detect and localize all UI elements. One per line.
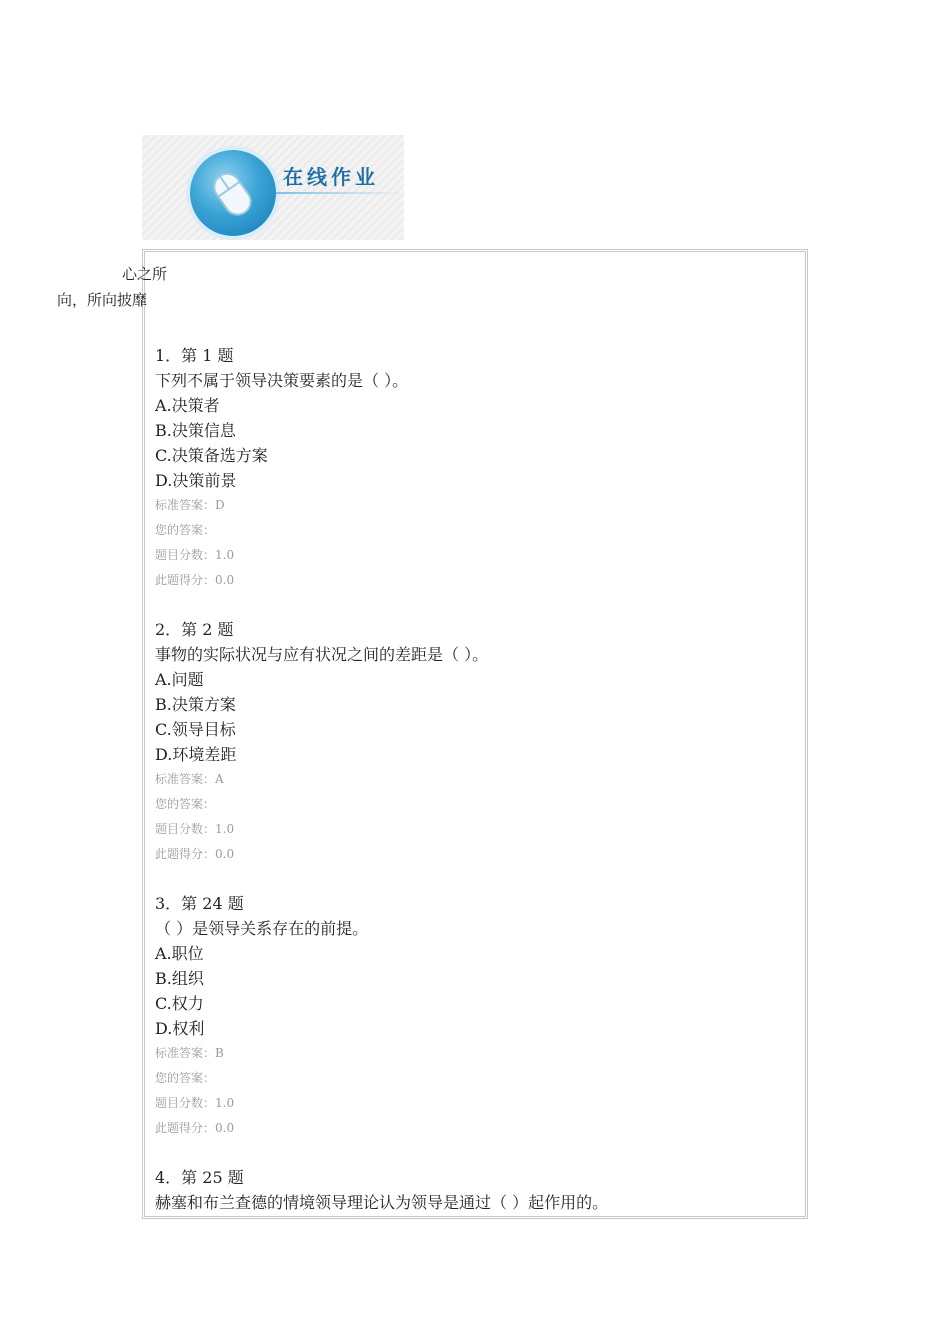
- question-score: 题目分数：1.0: [155, 1096, 235, 1110]
- motto-line-1: 心之所: [122, 265, 168, 283]
- your-answer: 您的答案：: [155, 797, 216, 811]
- question-stem: （ ）是领导关系存在的前提。: [155, 919, 369, 938]
- question-1: [155, 343, 795, 593]
- option-a: A.职位: [155, 944, 204, 963]
- question-stem: 下列不属于领导决策要素的是（ ）。: [155, 371, 409, 390]
- question-3: [155, 891, 795, 1141]
- standard-answer: 标准答案：A: [155, 772, 224, 786]
- online-homework-banner: [142, 135, 404, 240]
- earned-score: 此题得分：0.0: [155, 847, 235, 861]
- option-b: B.决策信息: [155, 421, 236, 440]
- banner-title: 在线作业: [283, 165, 379, 189]
- your-answer: 您的答案：: [155, 523, 216, 537]
- banner-underline: [276, 192, 404, 194]
- option-c: C.领导目标: [155, 720, 236, 739]
- question-header: 4．第 25 题: [155, 1168, 244, 1187]
- option-d: D.环境差距: [155, 745, 237, 764]
- standard-answer: 标准答案：B: [155, 1046, 224, 1060]
- question-2: [155, 617, 795, 867]
- your-answer: 您的答案：: [155, 1071, 216, 1085]
- standard-answer: 标准答案：D: [155, 498, 225, 512]
- earned-score: 此题得分：0.0: [155, 573, 235, 587]
- option-a: A.决策者: [155, 396, 220, 415]
- question-stem: 赫塞和布兰查德的情境领导理论认为领导是通过（ ）起作用的。: [155, 1193, 609, 1212]
- question-4: [155, 1165, 795, 1215]
- question-header: 3．第 24 题: [155, 894, 244, 913]
- option-d: D.决策前景: [155, 471, 237, 490]
- option-d: D.权利: [155, 1019, 205, 1038]
- question-header: 2．第 2 题: [155, 620, 234, 639]
- option-b: B.决策方案: [155, 695, 236, 714]
- question-list: [155, 343, 795, 1239]
- question-stem: 事物的实际状况与应有状况之间的差距是（ ）。: [155, 645, 489, 664]
- question-header: 1．第 1 题: [155, 346, 234, 365]
- option-c: C.决策备选方案: [155, 446, 268, 465]
- question-score: 题目分数：1.0: [155, 822, 235, 836]
- option-b: B.组织: [155, 969, 204, 988]
- motto-line-2: 向，所向披靡: [57, 291, 148, 309]
- option-a: A.问题: [155, 670, 204, 689]
- option-c: C.权力: [155, 994, 204, 1013]
- question-score: 题目分数：1.0: [155, 548, 235, 562]
- mouse-icon: [190, 150, 276, 236]
- earned-score: 此题得分：0.0: [155, 1121, 235, 1135]
